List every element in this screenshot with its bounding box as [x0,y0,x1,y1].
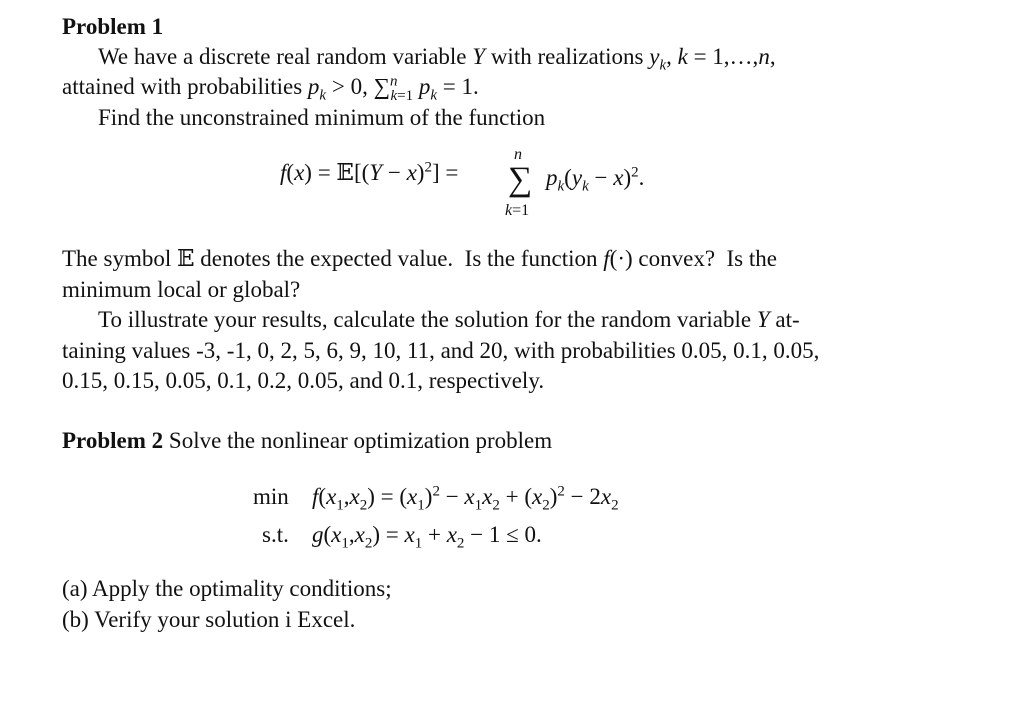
problem1-para4-line3: 0.15, 0.15, 0.05, 0.1, 0.2, 0.05, and 0.1, respectively. [62,368,545,393]
problem1-para3-line2: minimum local or global? [62,277,301,302]
st-label: s.t. [262,522,289,547]
problem1-heading: Problem 1 [62,14,164,39]
equation-expected-value: f(x) = 𝔼[(Y − x)$^2$] = [280,159,459,186]
equation-sum-lower: k=1 [505,202,530,219]
problem2-heading: Problem 2 [62,428,164,453]
objective-function: $f(x_1,x_2) = (x_1)^2 - x_1x_2 + (x_2)^2 - 2x_2$ [312,483,619,514]
problem1-para4-line1: To illustrate your results, calculate the solution for the random variable Y at- [98,307,800,332]
min-label: min [253,484,289,509]
problem2-intro: Solve the nonlinear optimization problem [163,428,553,453]
problem1-para2: Find the unconstrained minimum of the function [98,105,546,130]
problem1-para4-line2: taining values -3, -1, 0, 2, 5, 6, 9, 10, 11, and 20, with probabilities 0.05, 0.1, 0.05, [62,338,820,363]
problem1-para1-line2: attained with probabilities $p_k > 0$, ∑$^n_{k=1}$ $p_k = 1$. [62,73,479,104]
equation-sum-symbol: ∑ [508,161,533,198]
problem1-para1-line1: We have a discrete real random variable Y with realizations $y_k$, k = 1,…,n, [98,44,776,74]
problem1-para3-line1: The symbol 𝔼 denotes the expected value. Is the function f(·) convex? Is the [62,246,777,272]
constraint: $g(x_1,x_2) = x_1 + x_2 - 1 \le 0$. [312,522,542,552]
equation-sum-upper: n [514,146,522,163]
problem2-part-b: (b) Verify your solution i Excel. [62,607,356,632]
problem2-part-a: (a) Apply the optimality conditions; [62,576,392,601]
equation-rhs: $p_k(y_k - x)^2$. [546,164,645,195]
problem2-heading-line [62,428,552,454]
